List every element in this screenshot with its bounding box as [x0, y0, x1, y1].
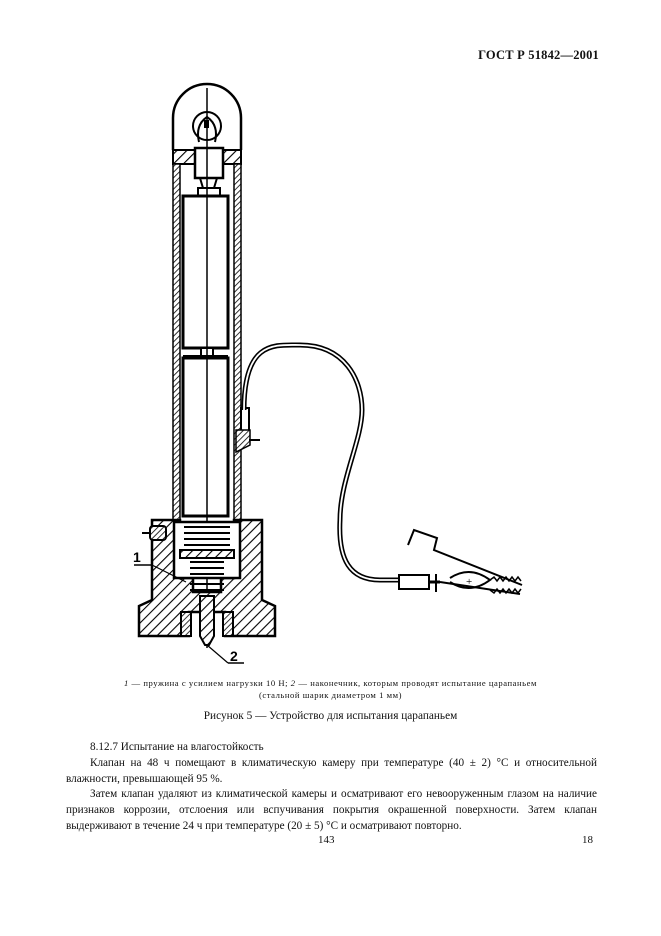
callout-2 — [207, 645, 244, 664]
section-heading: 8.12.7 Испытание на влагостойкость — [90, 741, 264, 753]
legend-item-1-number: 1 — [124, 678, 129, 688]
page-number-standard: 18 — [582, 834, 593, 846]
section-body — [66, 740, 597, 835]
legend-item-2-number: 2 — [290, 678, 296, 688]
page-number-document: 143 — [318, 834, 335, 846]
svg-text:2: 2 — [230, 648, 238, 664]
paragraph-2: Затем клапан удаляют из климатической камеры и осматривают его невооруженным глазом на наличие признаков коррозии, отслоения или вспучивания покрытия окрашенной поверхности. Затем клапан выдерживают в течение 24 ч при температуре (20 ± 5) °С и осматривают повторно. — [66, 788, 597, 832]
svg-text:+: + — [466, 576, 473, 588]
figure-caption: Рисунок 5 — Устройство для испытания царапаньем — [203, 710, 458, 722]
alligator-clip — [399, 530, 522, 594]
svg-text:1: 1 — [133, 549, 141, 565]
standard-code-header: ГОСТ Р 51842—2001 — [478, 48, 599, 62]
legend-item-2-text: — наконечник, которым проводят испытание царапаньем — [295, 678, 537, 688]
legend-item-2-continuation: (стальной шарик диаметром 1 мм) — [258, 690, 403, 700]
legend-item-1-text: — пружина с усилием нагрузки 10 Н; — [128, 678, 291, 688]
figure-legend — [60, 677, 601, 701]
paragraph-1: Клапан на 48 ч помещают в климатическую камеру при температуре (40 ± 2) °С и относительной влажности, превышающей 95 %. — [66, 756, 597, 785]
